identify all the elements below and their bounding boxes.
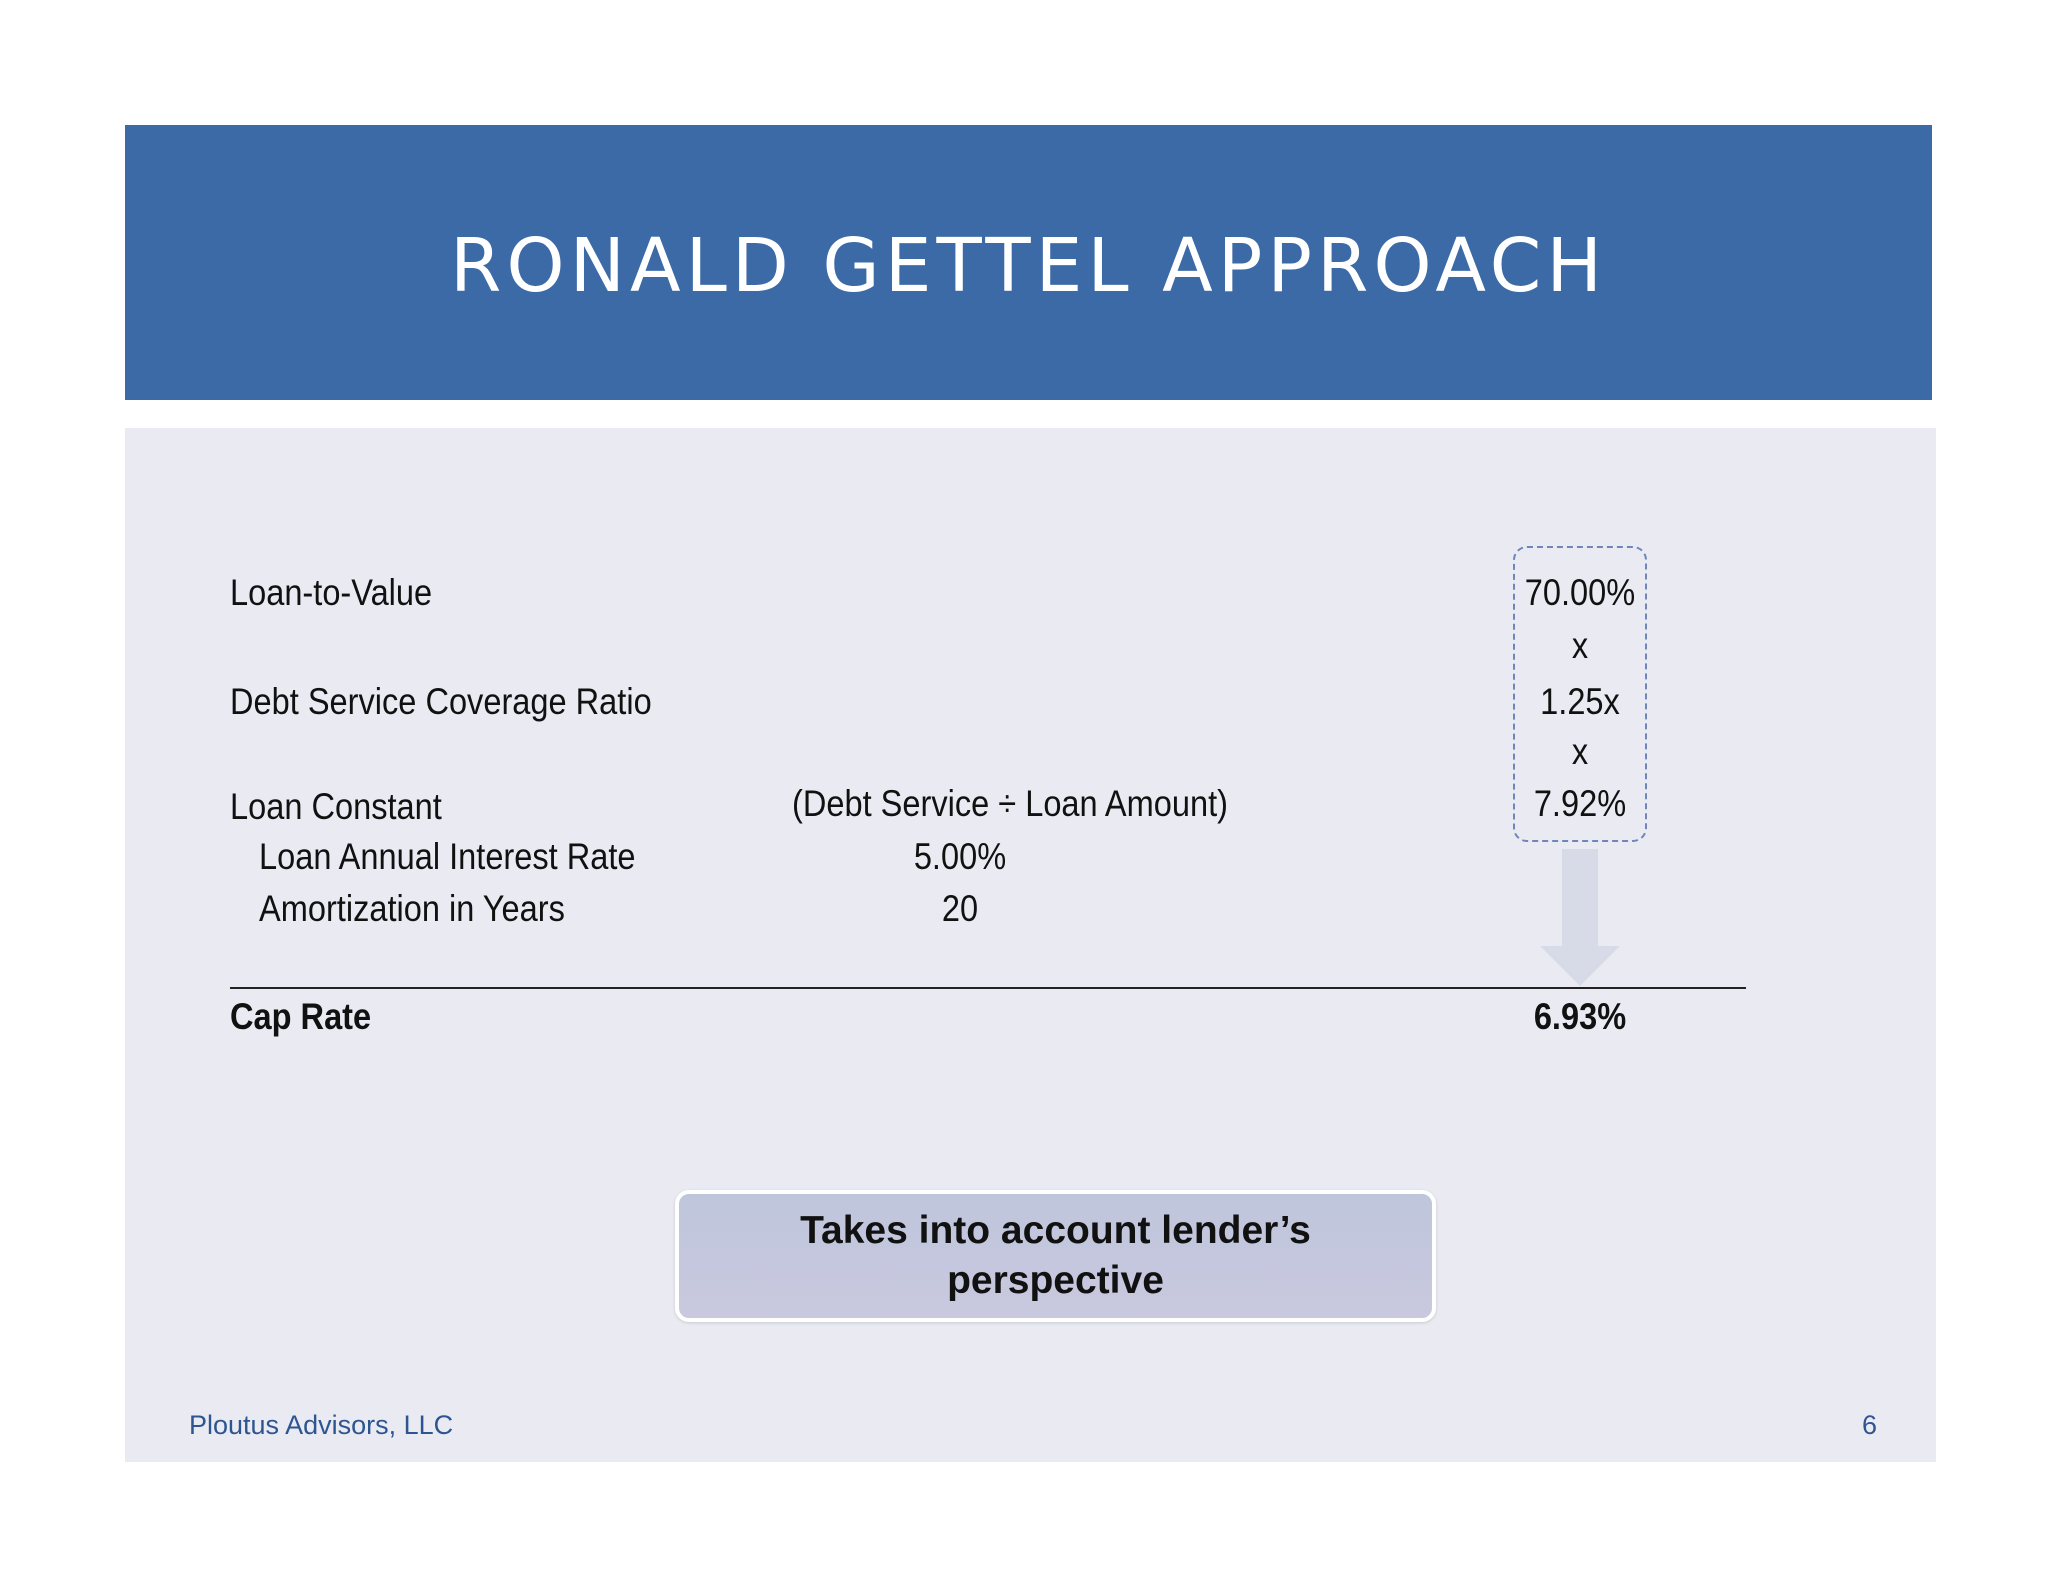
footer-company: Ploutus Advisors, LLC [189,1410,454,1440]
interest-rate-value: 5.00% [913,836,1007,877]
ltv-label: Loan-to-Value [230,572,433,613]
multiply-sign-1: x [1571,625,1589,666]
amortization-value: 20 [941,888,979,929]
amortization-label: Amortization in Years [259,888,565,929]
callout-box [675,1190,1436,1322]
cap-rate-value: 6.93% [1533,996,1627,1037]
ltv-value: 70.00% [1524,572,1636,613]
interest-rate-label: Loan Annual Interest Rate [259,836,636,877]
page-number: 6 [1862,1410,1878,1440]
sum-divider-line [230,987,1746,989]
title-banner [125,125,1932,400]
loan-constant-value: 7.92% [1533,783,1627,824]
loan-constant-formula: (Debt Service ÷ Loan Amount) [792,783,1228,824]
multiplication-group-box [1513,546,1647,842]
cap-rate-label: Cap Rate [230,996,372,1037]
dscr-label: Debt Service Coverage Ratio [230,681,652,722]
callout-text: Takes into account lender’s perspective [800,1209,1311,1302]
down-arrow-icon [1540,849,1620,986]
slide-title: RONALD GETTEL APPROACH [450,222,1607,309]
loan-constant-label: Loan Constant [230,786,442,827]
multiply-sign-2: x [1571,731,1589,772]
dscr-value: 1.25x [1540,681,1620,722]
